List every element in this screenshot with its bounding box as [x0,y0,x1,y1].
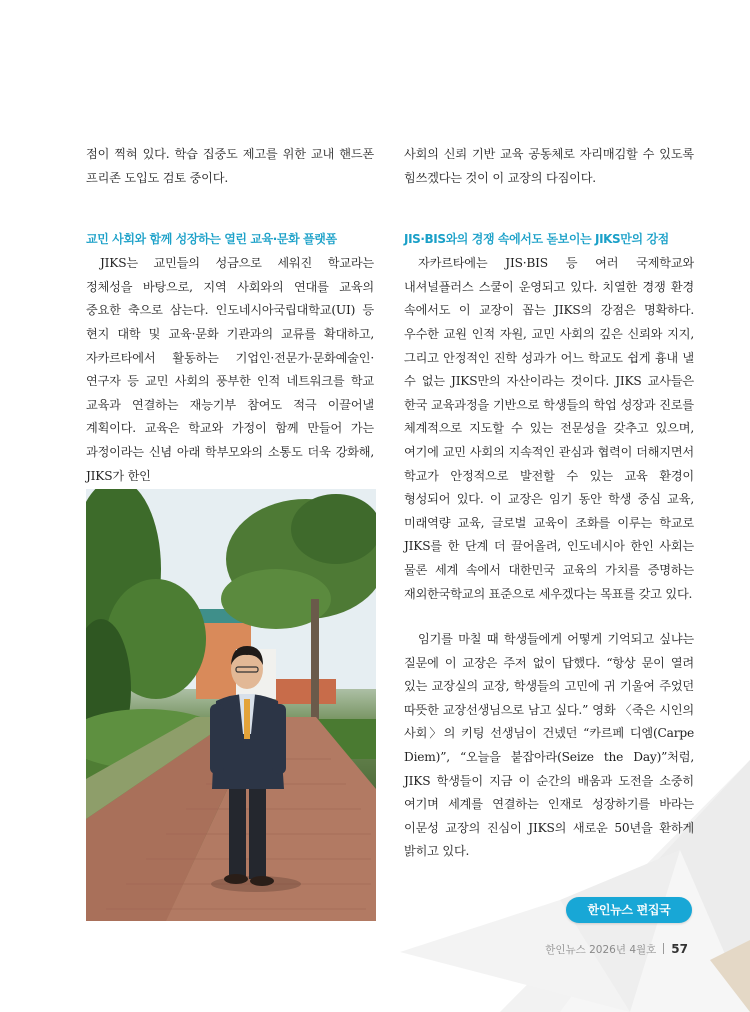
section-heading-open-platform: 교민 사회와 함께 성장하는 열린 교육·문화 플랫폼 [86,232,337,247]
heading-part-rest: BIS와의 경쟁 속에서도 돋보이는 JIKS만의 강점 [424,232,669,247]
right-column [404,143,694,864]
left-column [86,143,374,488]
footer-publication: 한인뉴스 2026년 4월호 [545,944,657,956]
right-continuation-text: 사회의 신뢰 기반 교육 공동체로 자리매김할 수 있도록 힘쓰겠다는 것이 이 교장의 다짐이다. [404,147,694,185]
principal-photo [86,489,376,921]
page-number: 57 [671,942,688,956]
section-heading-jiks-strengths: JIS·BIS와의 경쟁 속에서도 돋보이는 JIKS만의 강점 [404,232,669,247]
left-continuation-text: 점이 찍혀 있다. 학습 집중도 제고를 위한 교내 핸드폰 프리존 도입도 검토 중이다. [86,147,374,185]
left-body-paragraph: JIKS는 교민들의 성금으로 세워진 학교라는 정체성을 바탕으로, 지역 사회와의 연대를 교육의 중요한 축으로 삼는다. 인도네시아국립대학교(UI) 등 현지 대학 및 교육·문화 기관과의 교류를 확대하고, 자카르타에서 활동하는 기업인·전문가·문화예술인·연구자 등 교민 사회의 풍부한 인적 네트워크를 학교 교육과 연결하는 재능기부 참여도 적극 이끌어낼 계획이다. 교육은 학교와 가정이 함께 만들어 가는 과정이라는 신념 아래 학부모와의 소통도 더욱 강화해, JIKS가 한인 [86,256,374,483]
page-footer [545,942,688,957]
right-body-paragraph-2: 임기를 마칠 때 학생들에게 어떻게 기억되고 싶냐는 질문에 이 교장은 주저 없이 답했다. “항상 문이 열려 있는 교장실의 교장, 학생들의 고민에 귀 기울여 주었던 따뜻한 교장선생님으로 남고 싶다.” 영화 〈죽은 시인의 사회〉의 키팅 선생님이 건넸던 “카르페 디엠(Carpe Diem)”, “오늘을 붙잡아라(Seize the Day)”처럼, JIKS 학생들이 지금 이 순간의 배움과 도전을 소중히 여기며 세계를 연결하는 인재로 성장하기를 바라는 이문성 교장의 진심이 JIKS의 새로운 50년을 환하게 밝히고 있다. [404,632,694,859]
author-badge: 한인뉴스 편집국 [566,897,692,923]
right-body-paragraph-1: 자카르타에는 JIS·BIS 등 여러 국제학교와 내셔널플러스 스쿨이 운영되고 있다. 치열한 경쟁 환경 속에서도 이 교장이 꼽는 JIKS의 강점은 명확하다. 우수한 교원 인적 자원, 교민 사회의 깊은 신뢰와 지지, 그리고 안정적인 진학 성과가 어느 학교도 쉽게 흉내 낼 수 없는 JIKS만의 자산이라는 것이다. JIKS 교사들은 한국 교육과정을 기반으로 학생들의 학업 성장과 진로를 체계적으로 지도할 수 있는 전문성을 갖추고 있으며, 여기에 교민 사회의 지속적인 관심과 협력이 더해지면서 학교가 안정적으로 발전할 수 있는 교육 환경이 형성되어 있다. 이 교장은 임기 동안 학생 중심 교육, 미래역량 교육, 글로벌 교육이 조화를 이루는 학교로 JIKS를 한 단계 더 끌어올려, 인도네시아 한인 사회는 물론 세계 속에서 대한민국 교육의 가치를 증명하는 재외한국학교의 표준으로 세우겠다는 목표를 갖고 있다. [404,256,694,601]
heading-part-jis: JIS [404,232,421,247]
footer-separator [663,943,664,954]
